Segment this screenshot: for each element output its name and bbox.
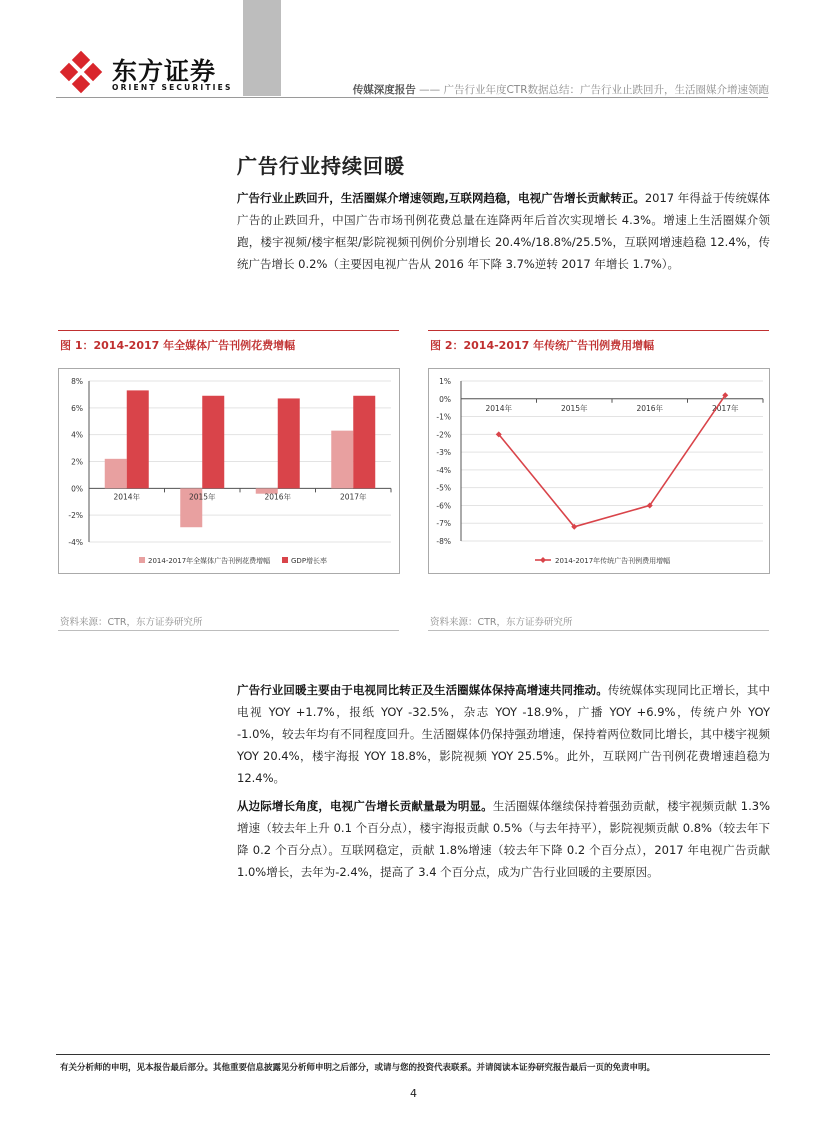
fig1-bottom-rule bbox=[58, 630, 399, 631]
intro-paragraph bbox=[237, 187, 770, 275]
fig2-line-chart bbox=[429, 369, 769, 573]
paragraph-marginal bbox=[237, 795, 770, 883]
series-line bbox=[499, 395, 726, 527]
fig2-top-rule bbox=[428, 330, 769, 331]
orient-logo-icon bbox=[56, 48, 106, 96]
fig2-chart-frame bbox=[428, 368, 770, 574]
paragraph-recovery-lead: 广告行业回暖主要由于电视同比转正及生活圈媒体保持高增速共同推动。 bbox=[237, 683, 608, 697]
footer-divider bbox=[56, 1054, 770, 1055]
x-tick-label: 2014年 bbox=[485, 403, 513, 413]
section-title: 广告行业持续回暖 bbox=[237, 154, 405, 178]
y-tick-label: -4% bbox=[436, 465, 451, 475]
x-tick-label: 2017年 bbox=[711, 403, 739, 413]
bar-0-0 bbox=[105, 459, 127, 489]
y-tick-label: -4% bbox=[68, 538, 83, 547]
x-tick-label: 2015年 bbox=[560, 403, 588, 413]
y-tick-label: -7% bbox=[436, 519, 451, 529]
y-tick-label: 2% bbox=[71, 457, 83, 467]
bar-1-0 bbox=[127, 390, 149, 488]
page-number: 4 bbox=[410, 1087, 417, 1100]
fig1-source: 资料来源：CTR，东方证券研究所 bbox=[60, 617, 203, 628]
y-tick-label: 0% bbox=[439, 394, 451, 404]
legend-label-0: 2014-2017年传统广告刊例费用增幅 bbox=[555, 557, 671, 565]
footer-disclaimer: 有关分析师的申明，见本报告最后部分。其他重要信息披露见分析师申明之后部分，或请与您的投资代表联系。并请阅读本证券研究报告最后一页的免责申明。 bbox=[60, 1063, 656, 1073]
legend-marker bbox=[540, 557, 546, 563]
fig1-title: 图 1：2014-2017 年全媒体广告刊例花费增幅 bbox=[60, 339, 296, 352]
fig1-chart-frame bbox=[58, 368, 400, 574]
y-tick-label: 0% bbox=[71, 484, 83, 494]
x-tick-label: 2014年 bbox=[113, 492, 141, 502]
paragraph-recovery bbox=[237, 679, 770, 789]
legend-label-1: GDP增长率 bbox=[291, 557, 328, 565]
x-tick-label: 2016年 bbox=[636, 403, 664, 413]
y-tick-label: -6% bbox=[436, 501, 451, 511]
y-tick-label: -8% bbox=[436, 537, 451, 546]
fig2-bottom-rule bbox=[428, 630, 769, 631]
fig2-source: 资料来源：CTR，东方证券研究所 bbox=[430, 617, 573, 628]
y-tick-label: -1% bbox=[436, 412, 451, 422]
fig2-title: 图 2：2014-2017 年传统广告刊例费用增幅 bbox=[430, 339, 655, 352]
y-tick-label: -2% bbox=[436, 430, 451, 440]
legend-swatch-1 bbox=[282, 557, 288, 563]
y-tick-label: -2% bbox=[68, 511, 83, 521]
bar-1-1 bbox=[202, 396, 224, 489]
logo-english-name: ORIENT SECURITIES bbox=[112, 83, 233, 92]
report-type: 传媒深度报告 bbox=[352, 84, 416, 96]
y-tick-label: 1% bbox=[439, 377, 451, 386]
paragraph-marginal-body: 生活圈媒体继续保持着强劲贡献，楼宇视频贡献 1.3%增速（较去年上升 0.1 个百分点），楼宇海报贡献 0.5%（与去年持平），影院视频贡献 0.8%（较去年下降 0.2 个百分点）。互联网稳定，贡献 1.8%增速（较去年下降 0.2 个百分点），2017 年电视广告贡献 1.0%增长，去年为-2.4%，提高了 3.4 个百分点，成为广告行业回暖的主要原因。 bbox=[237, 799, 770, 879]
bar-1-2 bbox=[278, 398, 300, 488]
bar-1-3 bbox=[353, 396, 375, 489]
y-tick-label: 8% bbox=[71, 377, 83, 386]
intro-lead: 广告行业止跌回升，生活圈媒介增速领跑,互联网趋稳，电视广告增长贡献转正。 bbox=[237, 191, 645, 205]
header-divider bbox=[56, 97, 768, 98]
y-tick-label: -5% bbox=[436, 483, 451, 493]
x-tick-label: 2017年 bbox=[339, 492, 367, 502]
paragraph-recovery-body: 传统媒体实现同比正增长，其中电视 YOY +1.7%，报纸 YOY -32.5%，杂志 YOY -18.9%，广播 YOY +6.9%，传统户外 YOY -1.0%，较去年均有不同程度回升。生活圈媒体仍保持强劲增速，保持着两位数同比增长，其中楼宇视频 YOY 20.4%，楼宇海报 YOY 18.8%，影院视频 YOY 25.5%。此外，互联网广告刊例花费增速趋稳为 12.4%。 bbox=[237, 683, 770, 785]
report-title: —— 广告行业年度CTR数据总结：广告行业止跌回升，生活圈媒介增速领跑 bbox=[415, 84, 769, 96]
fig1-top-rule bbox=[58, 330, 399, 331]
y-tick-label: 6% bbox=[71, 403, 83, 413]
paragraph-marginal-lead: 从边际增长角度，电视广告增长贡献量最为明显。 bbox=[237, 799, 493, 813]
legend-label-0: 2014-2017年全媒体广告刊例花费增幅 bbox=[148, 557, 271, 565]
running-header bbox=[353, 82, 769, 97]
header-grey-tab bbox=[243, 0, 281, 96]
intro-body: 2017 年得益于传统媒体广告的止跌回升，中国广告市场刊例花费总量在连降两年后首次实现增长 4.3%。增速上生活圈媒介领跑，楼宇视频/楼宇框架/影院视频刊例价分别增长 20.4%/18.8%/25.5%，互联网增速趋稳 12.4%，传统广告增长 0.2%（主要因电视广告从 2016 年下降 3.7%逆转 2017 年增长 1.7%）。 bbox=[237, 191, 770, 271]
x-tick-label: 2015年 bbox=[188, 492, 216, 502]
fig1-bar-chart bbox=[59, 369, 399, 573]
legend-swatch-0 bbox=[139, 557, 145, 563]
y-tick-label: 4% bbox=[71, 430, 83, 440]
x-tick-label: 2016年 bbox=[264, 492, 292, 502]
y-tick-label: -3% bbox=[436, 448, 451, 458]
logo-chinese-name: 东方证券 bbox=[112, 57, 217, 86]
bar-0-3 bbox=[331, 431, 353, 489]
